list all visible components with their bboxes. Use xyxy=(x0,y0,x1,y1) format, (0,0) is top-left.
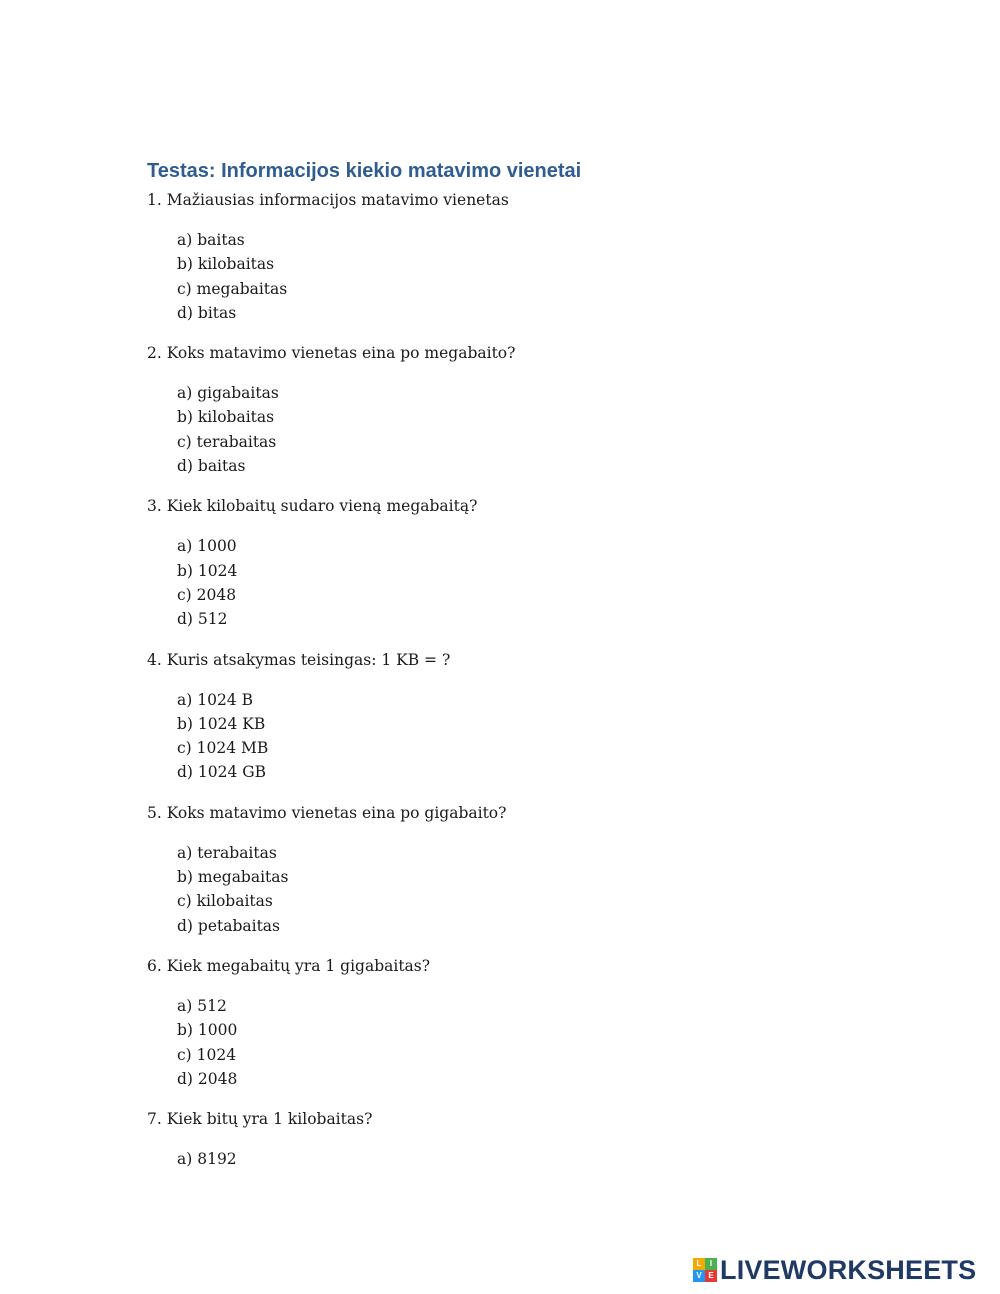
question-4 xyxy=(147,648,947,785)
answer-option[interactable]: c) terabaitas xyxy=(177,432,277,451)
answer-option[interactable]: c) 1024 xyxy=(177,1045,237,1064)
answer-list xyxy=(177,228,947,325)
answer-option[interactable]: b) 1024 KB xyxy=(177,714,266,733)
answer-list xyxy=(177,1147,947,1171)
answer-option[interactable]: c) kilobaitas xyxy=(177,892,273,911)
question-text: 3. Kiek kilobaitų sudaro vieną megabaitą? xyxy=(147,497,478,516)
question-2 xyxy=(147,341,947,478)
question-text: 7. Kiek bitų yra 1 kilobaitas? xyxy=(147,1110,373,1129)
answer-option[interactable]: c) megabaitas xyxy=(177,279,288,298)
question-5 xyxy=(147,801,947,938)
answer-option[interactable]: d) petabaitas xyxy=(177,916,281,935)
question-text: 2. Koks matavimo vienetas eina po megabaito? xyxy=(147,344,516,363)
question-text: 6. Kiek megabaitų yra 1 gigabaitas? xyxy=(147,956,431,975)
answer-option[interactable]: b) 1024 xyxy=(177,561,238,580)
answer-option[interactable]: d) 1024 GB xyxy=(177,763,267,782)
answer-option[interactable]: c) 1024 MB xyxy=(177,739,269,758)
answer-option[interactable]: a) 8192 xyxy=(177,1150,237,1169)
answer-option[interactable]: a) 1000 xyxy=(177,537,237,556)
worksheet-page xyxy=(147,158,947,1187)
answer-option[interactable]: b) 1000 xyxy=(177,1021,238,1040)
answer-option[interactable]: b) kilobaitas xyxy=(177,255,275,274)
answer-list xyxy=(177,534,947,631)
question-1 xyxy=(147,188,947,325)
answer-option[interactable]: a) 512 xyxy=(177,996,227,1015)
logo-tile: I xyxy=(705,1258,717,1270)
question-6 xyxy=(147,954,947,1091)
answer-option[interactable]: b) kilobaitas xyxy=(177,408,275,427)
logo-tile: L xyxy=(693,1258,705,1270)
answer-option[interactable]: a) terabaitas xyxy=(177,843,277,862)
answer-option[interactable]: c) 2048 xyxy=(177,585,237,604)
answer-option[interactable]: a) 1024 B xyxy=(177,690,253,709)
logo-tile: V xyxy=(693,1270,705,1282)
logo-tile: E xyxy=(705,1270,717,1282)
answer-option[interactable]: d) bitas xyxy=(177,303,237,322)
answer-option[interactable]: a) gigabaitas xyxy=(177,384,279,403)
question-text: 1. Mažiausias informacijos matavimo vienetas xyxy=(147,191,509,209)
answer-option[interactable]: d) 512 xyxy=(177,610,228,629)
answer-option[interactable]: d) 2048 xyxy=(177,1069,238,1088)
liveworksheets-logo xyxy=(693,1254,976,1286)
question-list xyxy=(147,188,947,1171)
question-3 xyxy=(147,494,947,631)
answer-option[interactable]: b) megabaitas xyxy=(177,868,289,887)
answer-list xyxy=(177,994,947,1091)
question-7 xyxy=(147,1107,947,1171)
liveworksheets-logo-icon xyxy=(693,1258,717,1282)
answer-option[interactable]: a) baitas xyxy=(177,231,245,249)
brand-name: LIVEWORKSHEETS xyxy=(720,1255,977,1285)
question-text: 5. Koks matavimo vienetas eina po gigabaito? xyxy=(147,803,507,822)
answer-option[interactable]: d) baitas xyxy=(177,457,246,476)
page-title: Testas: Informacijos kiekio matavimo vienetai xyxy=(147,160,582,182)
answer-list xyxy=(177,841,947,938)
question-text: 4. Kuris atsakymas teisingas: 1 KB = ? xyxy=(147,650,451,669)
answer-list xyxy=(177,688,947,785)
answer-list xyxy=(177,381,947,478)
